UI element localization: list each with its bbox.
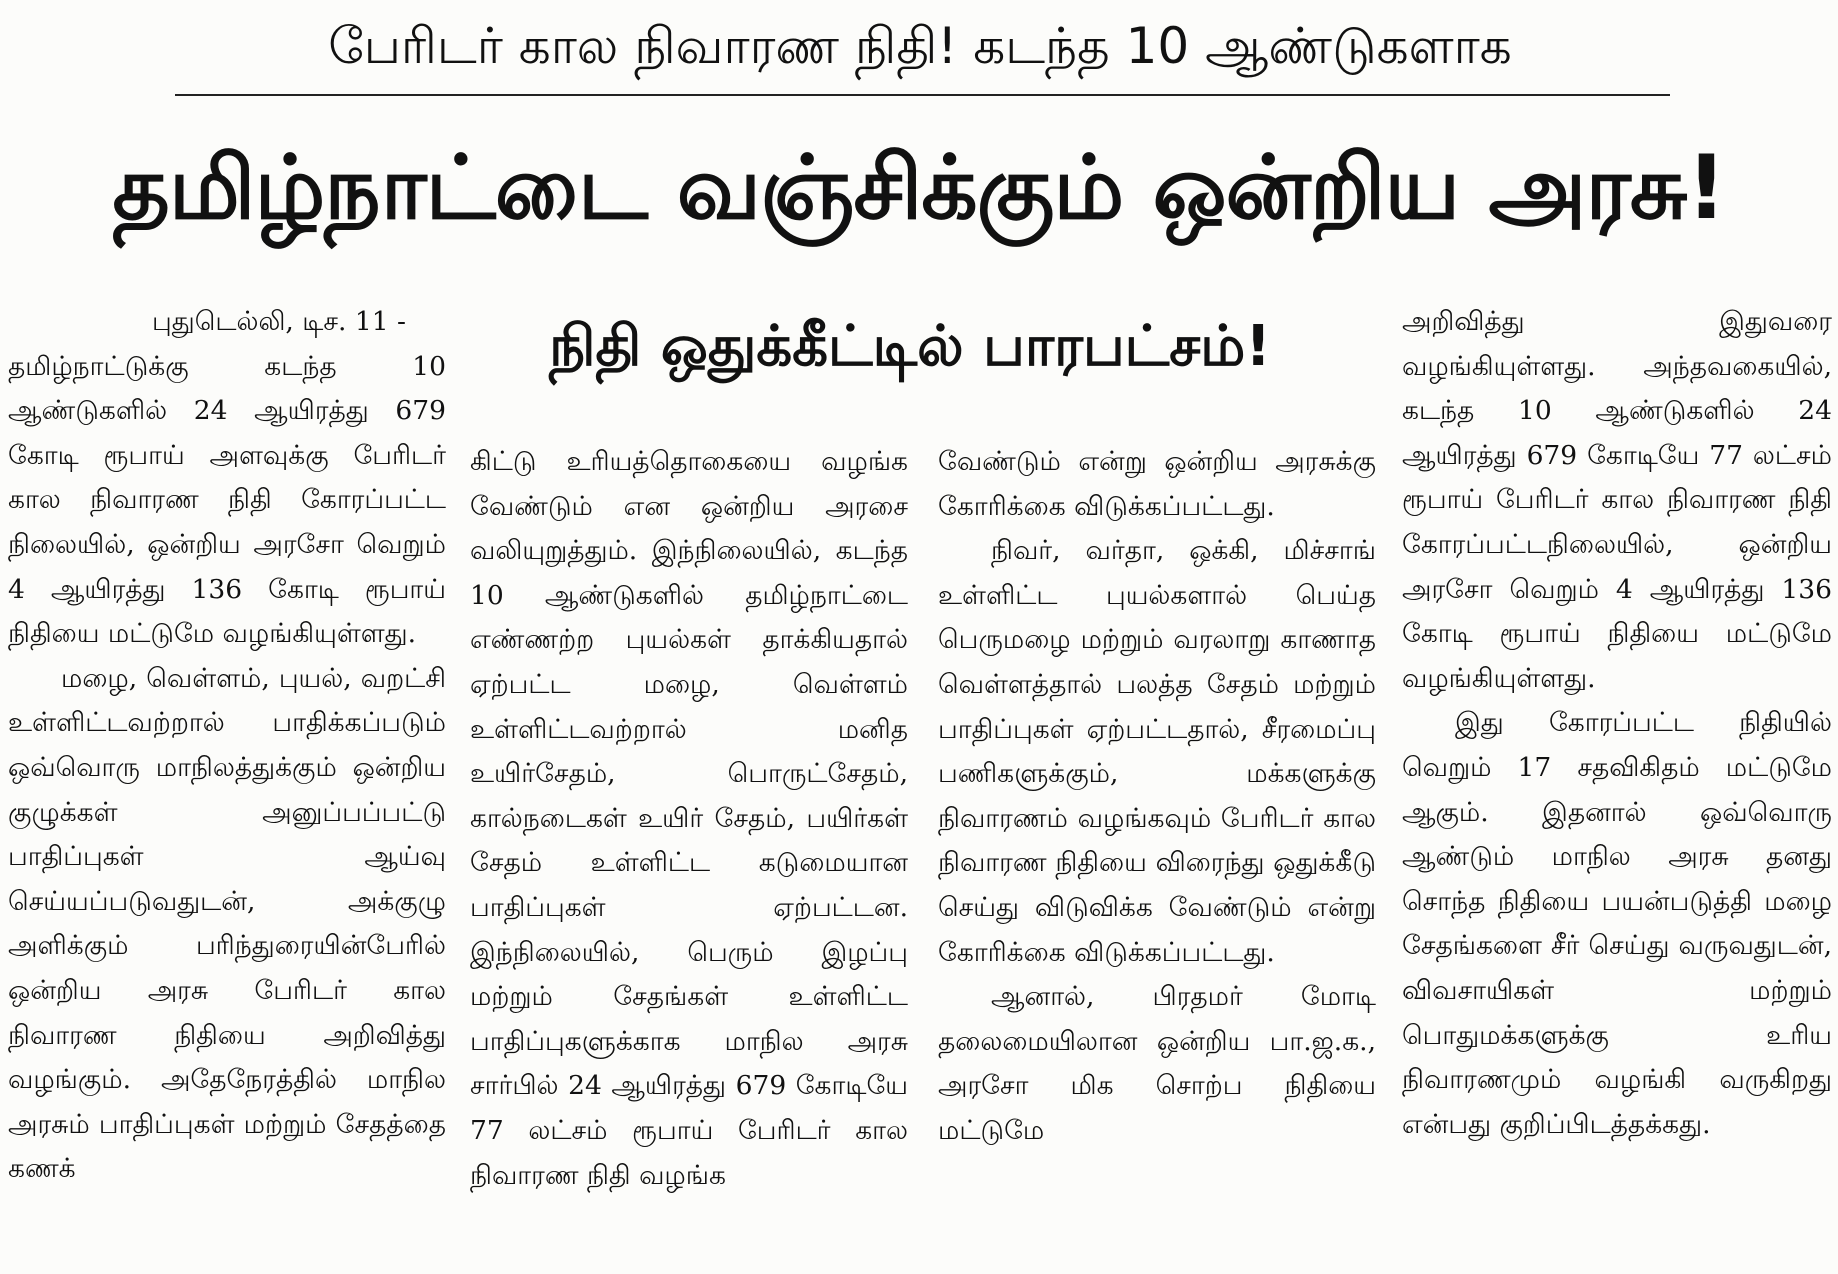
article-column-3 xyxy=(938,440,1376,1270)
paragraph: ஆனால், பிரதமர் மோடி தலைமையிலான ஒன்றிய பா.ஜ.க., அரசோ மிக சொற்ப நிதியை மட்டுமே xyxy=(938,981,1376,1146)
kicker-headline: பேரிடர் கால நிவாரண நிதி! கடந்த 10 ஆண்டுகளாக xyxy=(328,17,1512,75)
subheadline: நிதி ஒதுக்கீட்டில் பாரபட்சம்! xyxy=(549,314,1271,379)
dateline: புதுடெல்லி, டிச. 11 - xyxy=(152,306,406,337)
kicker-divider xyxy=(175,94,1670,96)
main-headline: தமிழ்நாட்டை வஞ்சிக்கும் ஒன்றிய அரசு! xyxy=(112,136,1726,239)
paragraph: அறிவித்து இதுவரை வழங்கியுள்ளது. அந்தவகையில், கடந்த 10 ஆண்டுகளில் 24 ஆயிரத்து 679 கோடியே 77 லட்சம் ரூபாய் பேரிடர் கால நிவாரண நிதி கோரப்பட்டநிலையில், ஒன்றிய அரசோ வெறும் 4 ஆயிரத்து 136 கோடி ரூபாய் நிதியை மட்டுமே வழங்கியுள்ளது. xyxy=(1402,306,1832,694)
paragraph: வேண்டும் என்று ஒன்றிய அரசுக்கு கோரிக்கை விடுக்கப்பட்டது. xyxy=(938,446,1376,522)
article-column-4 xyxy=(1402,300,1832,1270)
paragraph: நிவர், வர்தா, ஒக்கி, மிச்சாங் உள்ளிட்ட புயல்களால் பெய்த பெருமழை மற்றும் வரலாறு காணாத வெள்ளத்தால் பலத்த சேதம் மற்றும் பாதிப்புகள் ஏற்பட்டதால், சீரமைப்பு பணிகளுக்கும், மக்களுக்கு நிவாரணம் வழங்கவும் பேரிடர் கால நிவாரண நிதியை விரைந்து ஒதுக்கீடு செய்து விடுவிக்க வேண்டும் என்று கோரிக்கை விடுக்கப்பட்டது. xyxy=(938,535,1376,968)
article-column-1 xyxy=(8,300,446,1270)
paragraph: கிட்டு உரியத்தொகையை வழங்க வேண்டும் என ஒன்றிய அரசை வலியுறுத்தும். இந்நிலையில், கடந்த 10 ஆண்டுகளில் தமிழ்நாட்டை எண்ணற்ற புயல்கள் தாக்கியதால் ஏற்பட்ட மழை, வெள்ளம் உள்ளிட்டவற்றால் மனித உயிர்சேதம், பொருட்சேதம், கால்நடைகள் உயிர் சேதம், பயிர்கள் சேதம் உள்ளிட்ட கடுமையான பாதிப்புகள் ஏற்பட்டன. இந்நிலையில், பெரும் இழப்பு மற்றும் சேதங்கள் உள்ளிட்ட பாதிப்புகளுக்காக மாநில அரசு சார்பில் 24 ஆயிரத்து 679 கோடியே 77 லட்சம் ரூபாய் பேரிடர் கால நிவாரண நிதி வழங்க xyxy=(470,446,908,1191)
article-column-2 xyxy=(470,440,908,1270)
paragraph: தமிழ்நாட்டுக்கு கடந்த 10 ஆண்டுகளில் 24 ஆயிரத்து 679 கோடி ரூபாய் அளவுக்கு பேரிடர் கால நிவாரண நிதி கோரப்பட்ட நிலையில், ஒன்றிய அரசோ வெறும் 4 ஆயிரத்து 136 கோடி ரூபாய் நிதியை மட்டுமே வழங்கியுள்ளது. xyxy=(8,350,446,650)
paragraph: மழை, வெள்ளம், புயல், வறட்சி உள்ளிட்டவற்றால் பாதிக்கப்படும் ஒவ்வொரு மாநிலத்துக்கும் ஒன்றிய குழுக்கள் அனுப்பப்பட்டு பாதிப்புகள் ஆய்வு செய்யப்படுவதுடன், அக்குழு அளிக்கும் பரிந்துரையின்பேரில் ஒன்றிய அரசு பேரிடர் கால நிவாரண நிதியை அறிவித்து வழங்கும். அதேநேரத்தில் மாநில அரசும் பாதிப்புகள் மற்றும் சேதத்தை கணக் xyxy=(8,662,446,1185)
paragraph: இது கோரப்பட்ட நிதியில் வெறும் 17 சதவிகிதம் மட்டுமே ஆகும். இதனால் ஒவ்வொரு ஆண்டும் மாநில அரசு தனது சொந்த நிதியை பயன்படுத்தி மழை சேதங்களை சீர் செய்து வருவதுடன், விவசாயிகள் மற்றும் பொதுமக்களுக்கு உரிய நிவாரணமும் வழங்கி வருகிறது என்பது குறிப்பிடத்தக்கது. xyxy=(1402,707,1832,1140)
